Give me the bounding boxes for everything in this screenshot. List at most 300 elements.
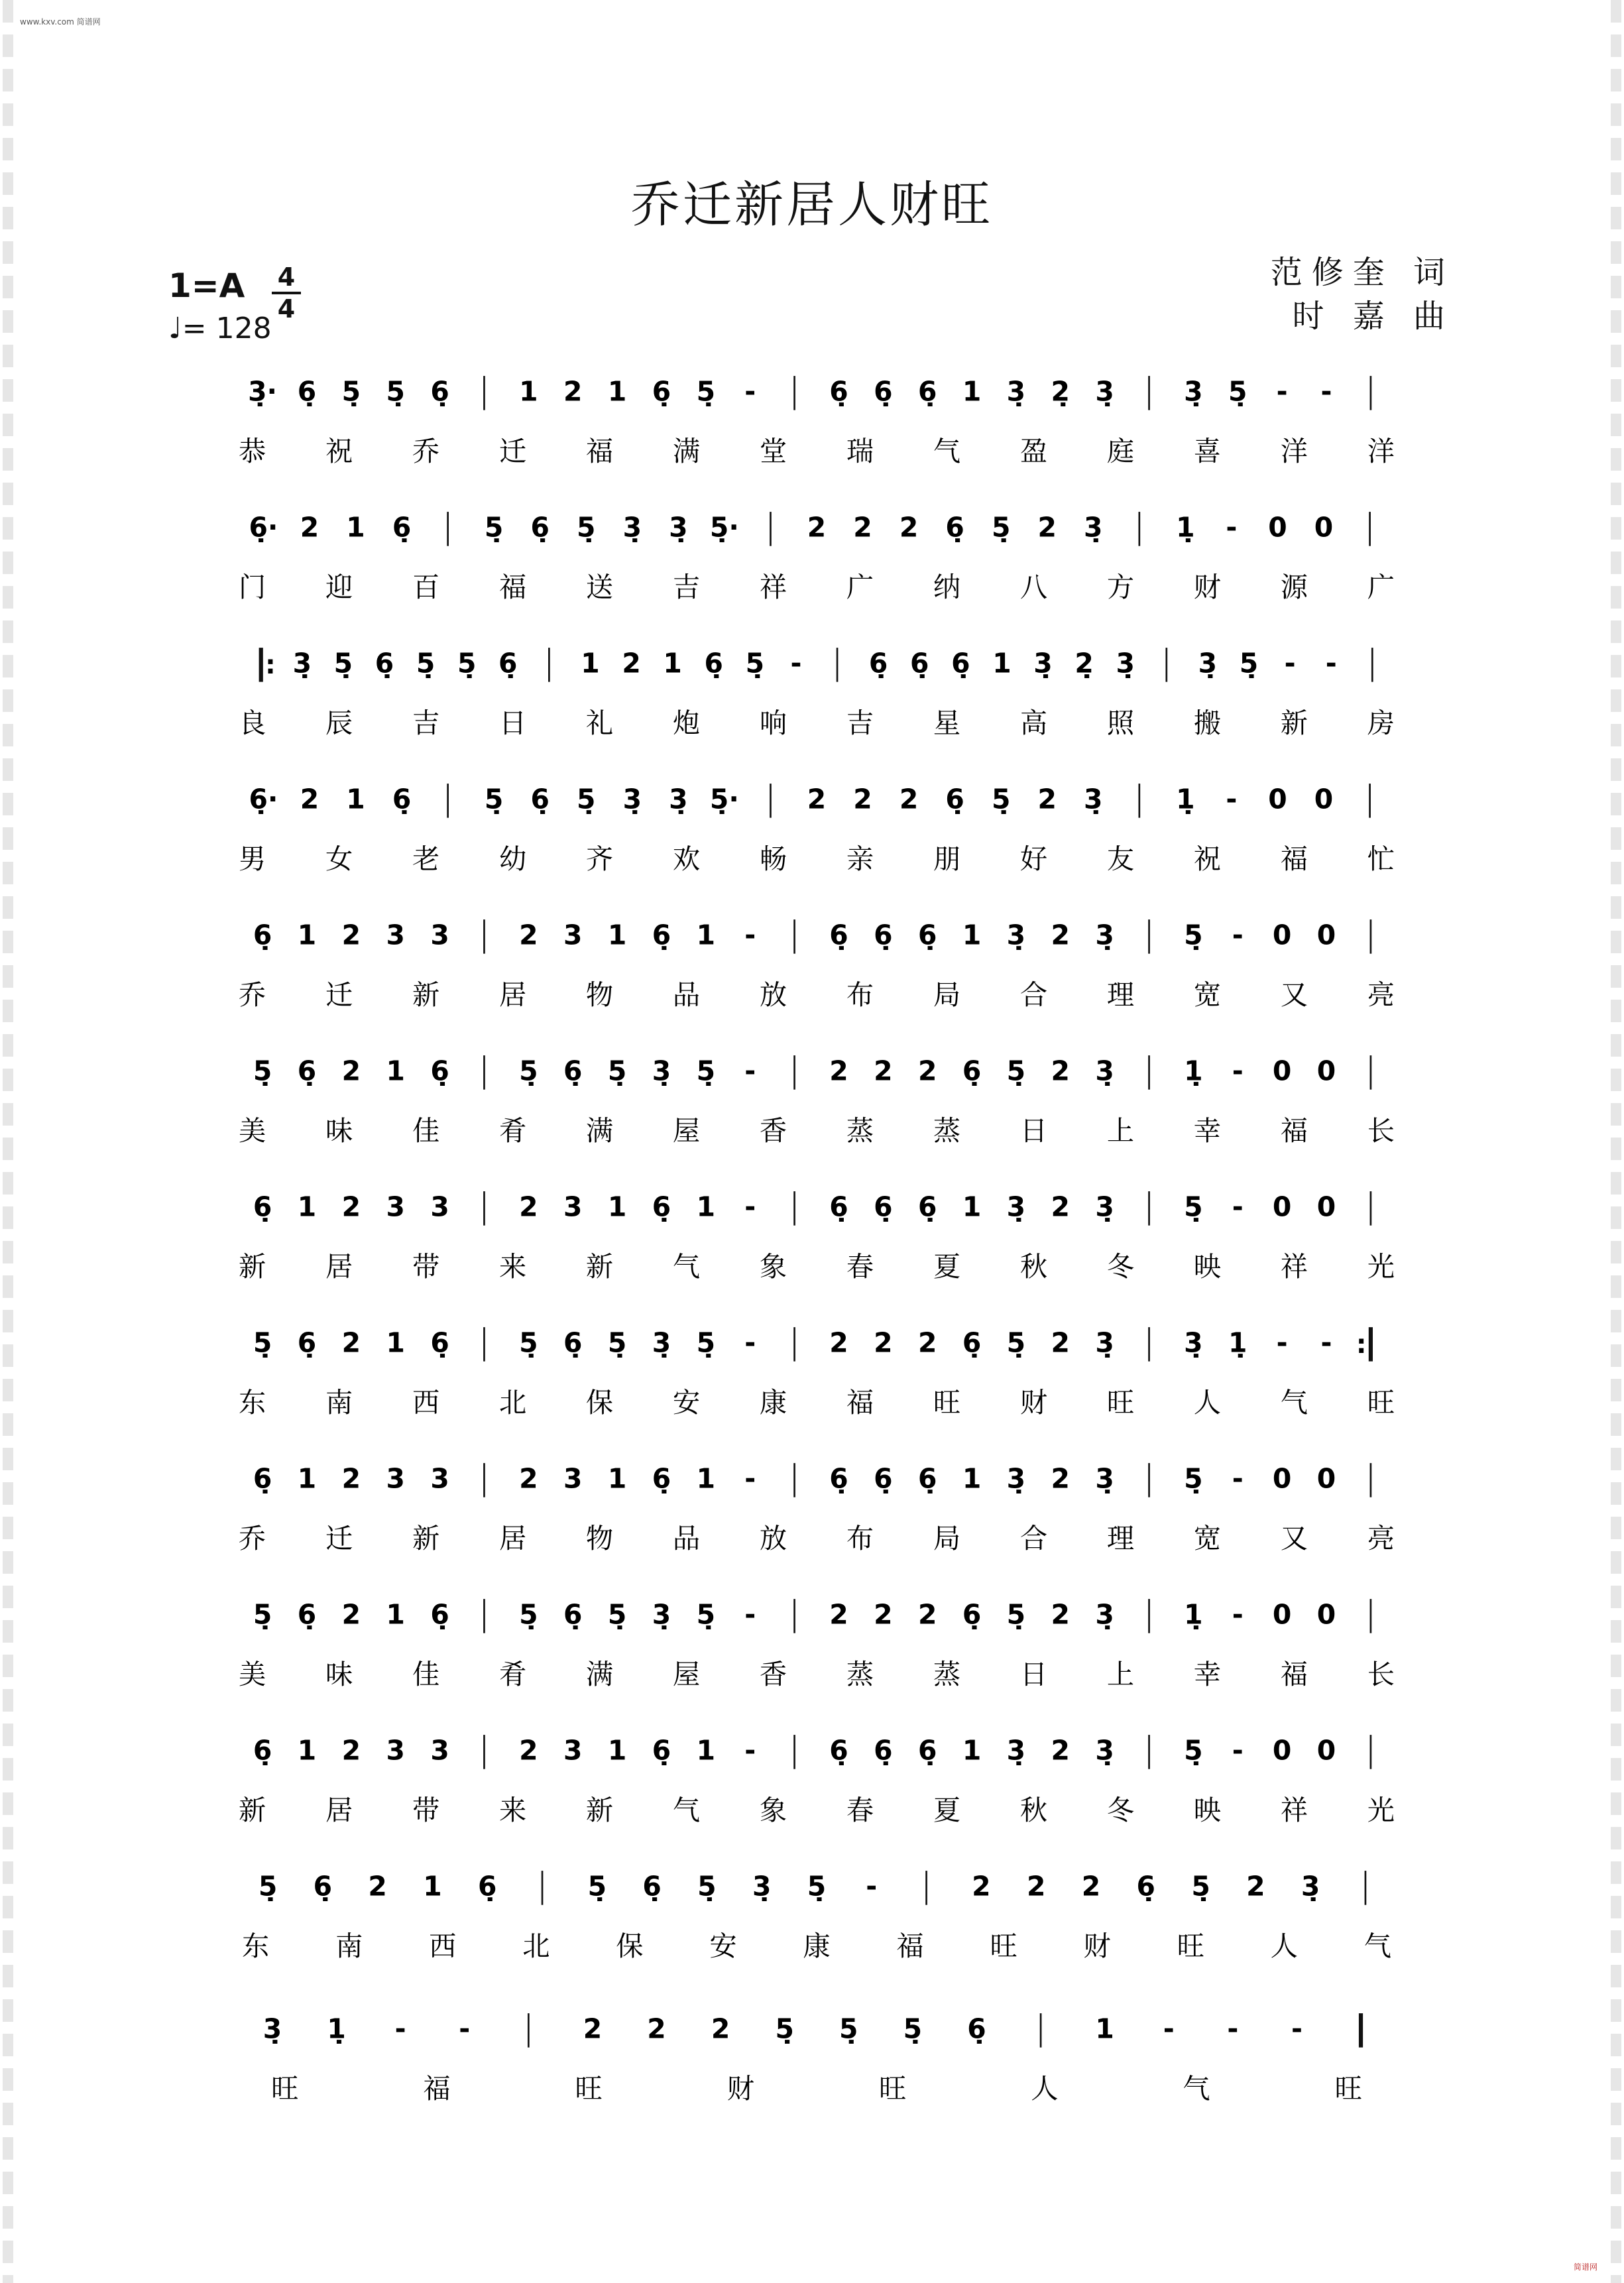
note: 2 (1051, 1734, 1071, 1767)
note: 5̣ (696, 375, 716, 408)
note: 2 (917, 1598, 937, 1631)
lyric-char: 光 (1367, 1794, 1395, 1827)
lyric-char: 南 (325, 1387, 353, 1419)
lyric-char: 日 (498, 707, 527, 740)
lyric-char: 来 (498, 1251, 527, 1283)
notation-line-7 (168, 1187, 1465, 1240)
note: 6̣ (962, 1598, 982, 1631)
note: 1 (297, 1462, 317, 1495)
note: 6̣ (297, 1326, 317, 1359)
right-watermark-strip (1611, 0, 1621, 2283)
note: 6̣ (652, 1462, 671, 1495)
lyric-char: 瑞 (846, 436, 874, 468)
lyric-char: 送 (585, 571, 614, 604)
lyric-char: 品 (672, 979, 701, 1012)
lyric-char: 幼 (498, 843, 527, 876)
lyric-char: 迁 (325, 979, 353, 1012)
note: 1 (386, 1326, 405, 1359)
lyric-char: 旺 (271, 2073, 299, 2105)
note: 3̣ (1184, 1326, 1203, 1359)
note: 5̣ (807, 1870, 827, 1903)
lyric-char: 祝 (325, 436, 353, 468)
composer-credit: 时 嘉 曲 (1292, 298, 1454, 335)
note: 2 (829, 1055, 848, 1087)
lyrics-line-10 (168, 1655, 1465, 1695)
note: 6̣ (430, 1055, 449, 1087)
note: 6̣ (874, 375, 893, 408)
lyric-char: 康 (803, 1930, 831, 1963)
note: 5̣ (697, 1870, 717, 1903)
lyric-char: 光 (1367, 1251, 1395, 1283)
lyric-char: 良 (238, 707, 266, 740)
lyric-char: 畅 (759, 843, 787, 876)
note: 6̣ (253, 1462, 272, 1495)
note: 2 (341, 919, 361, 951)
note: 5̣ (253, 1326, 272, 1359)
note: 3 (430, 1462, 449, 1495)
note: 3 (563, 1462, 583, 1495)
note: 5̣ (991, 511, 1011, 544)
note: 5̣ (519, 1326, 538, 1359)
lyric-char: 乔 (238, 1523, 266, 1555)
note: 1 (607, 1734, 627, 1767)
notation-line-5 (168, 915, 1465, 968)
lyric-char: 带 (412, 1794, 440, 1827)
note: 6̣ (951, 647, 970, 679)
note: 0 (1272, 1598, 1292, 1631)
lyric-char: 吉 (846, 707, 874, 740)
lyrics-line-5 (168, 976, 1465, 1016)
lyric-char: 源 (1280, 571, 1308, 604)
note: 3̣ (1006, 919, 1026, 951)
note: 6̣ (1136, 1870, 1155, 1903)
note: 3 (386, 1191, 405, 1223)
note: 1 (696, 919, 716, 951)
note: 6̣ (313, 1870, 333, 1903)
dash-extension: - (1232, 919, 1244, 951)
note: 2 (1051, 1191, 1071, 1223)
note: 5̣ (258, 1870, 278, 1903)
note: 1 (607, 1191, 627, 1223)
lyric-char: 旺 (990, 1930, 1017, 1963)
lyric-char: 气 (672, 1251, 701, 1283)
note: 6̣ (563, 1326, 583, 1359)
lyric-char: 亮 (1367, 1523, 1395, 1555)
dash-extension: - (1232, 1734, 1244, 1767)
note: 5̣ (1239, 647, 1259, 679)
lyric-char: 秋 (1019, 1794, 1048, 1827)
lyric-char: 又 (1280, 979, 1308, 1012)
lyric-char: 照 (1106, 707, 1135, 740)
lyric-char: 财 (1083, 1930, 1111, 1963)
dash-extension: - (744, 375, 756, 408)
note: 5̣ (333, 647, 353, 679)
notation-line-12 (168, 1866, 1465, 1919)
lyric-char: 物 (585, 979, 614, 1012)
lyric-char: 炮 (672, 707, 701, 740)
dash-extension: - (744, 1734, 756, 1767)
lyric-char: 新 (238, 1251, 266, 1283)
note: 6̣ (962, 1055, 982, 1087)
note: 5̣ (607, 1055, 627, 1087)
note: 2 (1051, 1462, 1071, 1495)
lyric-char: 蒸 (846, 1659, 874, 1691)
time-signature-bottom: 4 (277, 294, 296, 323)
time-signature (272, 264, 301, 322)
note: 6̣ (563, 1598, 583, 1631)
note: 0 (1316, 1191, 1336, 1223)
lyric-char: 幸 (1193, 1659, 1222, 1691)
note: 3̣ (1095, 1598, 1114, 1631)
note: 2 (1051, 1326, 1071, 1359)
note: 5̣ (607, 1598, 627, 1631)
lyric-char: 旺 (575, 2073, 603, 2105)
lyric-char: 蒸 (846, 1115, 874, 1147)
note: 2 (341, 1326, 361, 1359)
lyric-char: 女 (325, 843, 353, 876)
lyric-char: 日 (1019, 1115, 1048, 1147)
note: 2 (917, 1326, 937, 1359)
note: 2 (563, 375, 583, 408)
note: 5̣ (587, 1870, 607, 1903)
notation-line-6 (168, 1051, 1465, 1104)
note: 6̣ (868, 647, 888, 679)
note: 6̣ (498, 647, 518, 679)
lyric-char: 夏 (933, 1794, 961, 1827)
lyric-char: 北 (498, 1387, 527, 1419)
quarter-note-icon: ♩ (168, 312, 182, 345)
note: 1 (696, 1191, 716, 1223)
dash-extension: - (1226, 511, 1238, 544)
note: 6̣ (917, 1734, 937, 1767)
lyric-char: 新 (412, 979, 440, 1012)
lyric-char: 美 (238, 1659, 266, 1691)
lyric-char: 香 (759, 1659, 787, 1691)
note: 3̣ (1095, 1191, 1114, 1223)
note: 0 (1314, 511, 1334, 544)
lyric-char: 广 (1367, 571, 1395, 604)
lyric-char: 幸 (1193, 1115, 1222, 1147)
note: 6̣ (652, 1734, 671, 1767)
lyric-char: 长 (1367, 1115, 1395, 1147)
note: 2 (341, 1191, 361, 1223)
lyric-char: 友 (1106, 843, 1135, 876)
note: 6̣ (375, 647, 394, 679)
lyric-char: 气 (672, 1794, 701, 1827)
notation-line-10 (168, 1594, 1465, 1647)
note: 6̣ (530, 511, 550, 544)
lyrics-line-4 (168, 840, 1465, 880)
note: 2 (341, 1598, 361, 1631)
note: 6̣ (478, 1870, 497, 1903)
lyrics-line-1 (168, 432, 1465, 472)
note: 6̣· (249, 783, 278, 815)
lyric-char: 局 (933, 1523, 961, 1555)
lyric-char: 新 (412, 1523, 440, 1555)
note: 1 (696, 1462, 716, 1495)
dash-extension: - (1232, 1598, 1244, 1631)
note: 5̣· (709, 783, 739, 815)
note: 2 (519, 1191, 538, 1223)
lyric-char: 福 (423, 2073, 451, 2105)
note: 2 (874, 1598, 893, 1631)
note: 1 (297, 1734, 317, 1767)
note: 0 (1268, 783, 1287, 815)
lyric-char: 盈 (1019, 436, 1048, 468)
note: 3̣ (262, 2013, 282, 2045)
note: 3 (430, 919, 449, 951)
dash-extension: - (1325, 647, 1337, 679)
note: 0 (1272, 1055, 1292, 1087)
note: 6̣ (253, 1191, 272, 1223)
note: 1 (607, 375, 627, 408)
note: 3̣ (1033, 647, 1053, 679)
note: 1 (1095, 2013, 1114, 2045)
note: 3̣ (1184, 375, 1203, 408)
note: 5̣ (386, 375, 405, 408)
note: 1 (423, 1870, 442, 1903)
lyric-char: 新 (238, 1794, 266, 1827)
repeat-sign: : (265, 650, 276, 681)
lyric-char: 象 (759, 1794, 787, 1827)
note: 6̣ (297, 1598, 317, 1631)
lyric-char: 理 (1106, 979, 1135, 1012)
dash-extension: - (394, 2013, 406, 2045)
note: 3̣ (622, 783, 642, 815)
note: 6̣ (829, 1191, 848, 1223)
note: 0 (1316, 1598, 1336, 1631)
dash-extension: - (790, 647, 802, 679)
lyric-char: 礼 (585, 707, 614, 740)
dash-extension: - (866, 1870, 878, 1903)
lyric-char: 保 (585, 1387, 614, 1419)
note: 6̣ (874, 919, 893, 951)
lyric-char: 迁 (325, 1523, 353, 1555)
note: 5̣ (253, 1055, 272, 1087)
lyric-char: 来 (498, 1794, 527, 1827)
note: 3̣ (1006, 1734, 1026, 1767)
note: 1̣ (327, 2013, 346, 2045)
note: 5̣ (1184, 1462, 1203, 1495)
note: 0 (1316, 919, 1336, 951)
dash-extension: - (744, 1326, 756, 1359)
note: 6̣ (874, 1191, 893, 1223)
notation-line-1 (168, 371, 1465, 424)
note: 5̣ (1006, 1326, 1026, 1359)
note: 1 (297, 1191, 317, 1223)
lyrics-line-2 (168, 568, 1465, 608)
lyric-char: 福 (585, 436, 614, 468)
note: 1 (519, 375, 538, 408)
note: 2 (300, 783, 319, 815)
lyric-char: 满 (672, 436, 701, 468)
lyric-char: 带 (412, 1251, 440, 1283)
lyric-char: 福 (1280, 843, 1308, 876)
note: 2 (807, 511, 827, 544)
note: 3 (563, 1734, 583, 1767)
dash-extension: - (1232, 1462, 1244, 1495)
lyric-char: 气 (1280, 1387, 1308, 1419)
lyrics-line-9 (168, 1519, 1465, 1559)
note: 1̣ (1228, 1326, 1247, 1359)
note: 6̣ (392, 511, 412, 544)
lyric-char: 秋 (1019, 1251, 1048, 1283)
lyric-char: 居 (498, 1523, 527, 1555)
note: 6̣ (642, 1870, 662, 1903)
lyricist-credit: 范修奎 词 (1270, 254, 1454, 291)
lyric-char: 辰 (325, 707, 353, 740)
note: 5̣ (484, 511, 504, 544)
lyric-char: 放 (759, 979, 787, 1012)
lyric-char: 新 (585, 1794, 614, 1827)
note: 2 (899, 783, 919, 815)
note: 5̣ (1228, 375, 1247, 408)
note: 0 (1272, 1462, 1292, 1495)
lyric-char: 旺 (933, 1387, 961, 1419)
lyric-char: 布 (846, 979, 874, 1012)
dash-extension: - (1276, 375, 1288, 408)
note: 5̣ (341, 375, 361, 408)
note: 6̣ (910, 647, 929, 679)
note: 3̣ (1095, 1055, 1114, 1087)
time-signature-top: 4 (277, 263, 296, 292)
note: 2 (368, 1870, 387, 1903)
lyric-char: 气 (933, 436, 961, 468)
note: 0 (1272, 1734, 1292, 1767)
lyric-char: 东 (242, 1930, 270, 1963)
lyric-char: 宽 (1193, 1523, 1222, 1555)
lyric-char: 上 (1106, 1659, 1135, 1691)
note: 5̣ (1184, 1734, 1203, 1767)
note: 5̣ (696, 1598, 716, 1631)
lyric-char: 洋 (1280, 436, 1308, 468)
note: 6̣ (253, 919, 272, 951)
lyric-char: 屋 (672, 1659, 701, 1691)
note: 3̣ (622, 511, 642, 544)
lyric-char: 夏 (933, 1251, 961, 1283)
lyric-char: 广 (846, 571, 874, 604)
source-tag: www.kxv.com 简谱网 (20, 17, 101, 27)
note: 3̣ (1084, 511, 1103, 544)
lyric-char: 东 (238, 1387, 266, 1419)
note: 5̣ (1184, 919, 1203, 951)
note: 1 (663, 647, 682, 679)
lyric-char: 纳 (933, 571, 961, 604)
note: 3 (386, 1462, 405, 1495)
note: 2 (874, 1055, 893, 1087)
lyrics-line-13 (168, 2070, 1465, 2109)
dash-extension: - (1163, 2013, 1175, 2045)
lyric-char: 吉 (412, 707, 440, 740)
lyric-char: 理 (1106, 1523, 1135, 1555)
note: 0 (1272, 1191, 1292, 1223)
note: 1 (962, 375, 982, 408)
note: 3 (430, 1191, 449, 1223)
lyric-char: 蒸 (933, 1115, 961, 1147)
lyric-char: 合 (1019, 1523, 1048, 1555)
note: 5̣ (1191, 1870, 1210, 1903)
note: 5̣ (519, 1055, 538, 1087)
notation-line-13 (168, 2009, 1465, 2062)
note: 5̣ (775, 2013, 794, 2045)
lyric-char: 西 (412, 1387, 440, 1419)
note: 3̣ (1006, 1191, 1026, 1223)
note: 6̣ (430, 1326, 449, 1359)
note: 3̣ (752, 1870, 772, 1903)
note: 6̣ (392, 783, 412, 815)
dash-extension: - (1232, 1055, 1244, 1087)
note: 6̣ (563, 1055, 583, 1087)
note: 3̣ (1198, 647, 1218, 679)
note: 1 (962, 1462, 982, 1495)
note: 3̣· (248, 375, 278, 408)
notation-line-2 (168, 507, 1465, 560)
lyric-char: 居 (498, 979, 527, 1012)
note: 3 (386, 919, 405, 951)
note: 2 (829, 1326, 848, 1359)
note: 1 (607, 1462, 627, 1495)
note: 3̣ (292, 647, 312, 679)
dash-extension: - (1284, 647, 1296, 679)
lyric-char: 春 (846, 1251, 874, 1283)
note: 6̣ (945, 511, 964, 544)
note: 2 (1051, 1598, 1071, 1631)
notation-line-8 (168, 1322, 1465, 1376)
note: 2 (917, 1055, 937, 1087)
footer-tag: 简谱网 (1573, 2262, 1597, 2272)
lyric-char: 房 (1367, 707, 1395, 740)
notation-line-3 (168, 643, 1465, 696)
note: 2 (1026, 1870, 1046, 1903)
dash-extension: - (744, 1191, 756, 1223)
note: 0 (1316, 1734, 1336, 1767)
lyric-char: 居 (325, 1794, 353, 1827)
note: 2 (1051, 919, 1071, 951)
note: 6̣ (874, 1734, 893, 1767)
note: 1 (962, 919, 982, 951)
note: 6̣ (829, 919, 848, 951)
note: 2 (519, 1734, 538, 1767)
note: 1 (386, 1055, 405, 1087)
lyric-char: 八 (1019, 571, 1048, 604)
note: 6̣ (967, 2013, 986, 2045)
lyric-char: 康 (759, 1387, 787, 1419)
lyric-char: 老 (412, 843, 440, 876)
note: 2 (583, 2013, 603, 2045)
key-signature: 1=A (168, 266, 245, 305)
dash-extension: - (1232, 1191, 1244, 1223)
lyric-char: 洋 (1367, 436, 1395, 468)
lyric-char: 旺 (1367, 1387, 1395, 1419)
lyric-char: 气 (1183, 2073, 1210, 2105)
note: 2 (341, 1734, 361, 1767)
note: 2 (1037, 511, 1057, 544)
lyric-char: 满 (585, 1659, 614, 1691)
lyric-char: 品 (672, 1523, 701, 1555)
lyric-char: 好 (1019, 843, 1048, 876)
notation-line-4 (168, 779, 1465, 832)
note: 1̣ (1184, 1598, 1203, 1631)
note: 0 (1316, 1462, 1336, 1495)
lyric-char: 蒸 (933, 1659, 961, 1691)
lyric-char: 美 (238, 1115, 266, 1147)
note: 5̣ (991, 783, 1011, 815)
lyric-char: 映 (1193, 1794, 1222, 1827)
lyric-char: 乔 (412, 436, 440, 468)
lyric-char: 庭 (1106, 436, 1135, 468)
note: 3̣ (1006, 375, 1026, 408)
lyrics-line-7 (168, 1248, 1465, 1287)
